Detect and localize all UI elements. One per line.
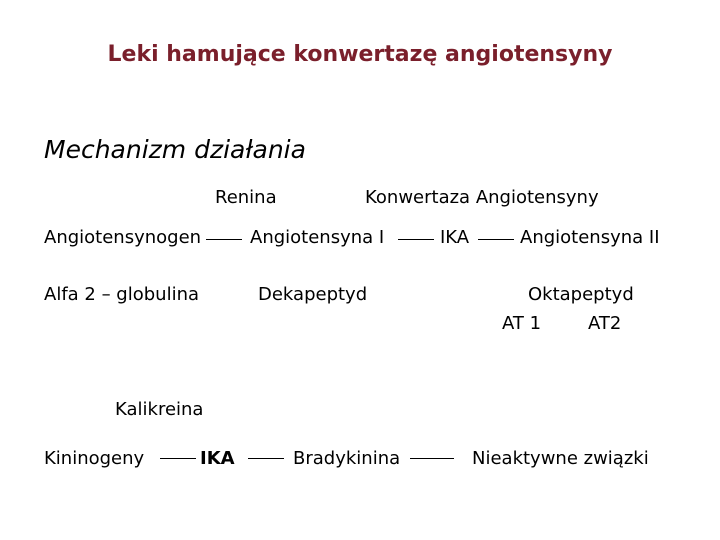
enzyme-konwertaza: Konwertaza Angiotensyny xyxy=(365,187,599,208)
node-bradykinina: Bradykinina xyxy=(293,448,401,469)
arrow-ika-to-angiotensyna-ii xyxy=(478,239,514,240)
node-ika-1: IKA xyxy=(440,227,470,248)
label-at1: AT 1 xyxy=(502,313,542,334)
arrow-bradykinina-to-nieaktywne xyxy=(410,458,454,459)
label-alfa-2-globulina: Alfa 2 – globulina xyxy=(44,284,200,305)
section-heading: Mechanizm działania xyxy=(44,135,306,164)
label-at2: AT2 xyxy=(588,313,622,334)
arrow-kininogeny-to-ika xyxy=(160,458,196,459)
node-angiotensyna-i: Angiotensyna I xyxy=(250,227,385,248)
slide-title: Leki hamujące konwertazę angiotensyny xyxy=(107,42,613,67)
label-oktapeptyd: Oktapeptyd xyxy=(528,284,634,305)
enzyme-kalikreina: Kalikreina xyxy=(115,399,204,420)
node-angiotensynogen: Angiotensynogen xyxy=(44,227,202,248)
label-dekapeptyd: Dekapeptyd xyxy=(258,284,368,305)
arrow-angiotensyna-i-to-ika xyxy=(398,239,434,240)
node-ika-2: IKA xyxy=(200,448,235,469)
node-nieaktywne-zwiazki: Nieaktywne związki xyxy=(472,448,649,469)
arrow-angiotensynogen-to-angiotensyna-i xyxy=(206,239,242,240)
arrow-ika-to-bradykinina xyxy=(248,458,284,459)
enzyme-renina: Renina xyxy=(215,187,277,208)
node-kininogeny: Kininogeny xyxy=(44,448,145,469)
node-angiotensyna-ii: Angiotensyna II xyxy=(520,227,660,248)
